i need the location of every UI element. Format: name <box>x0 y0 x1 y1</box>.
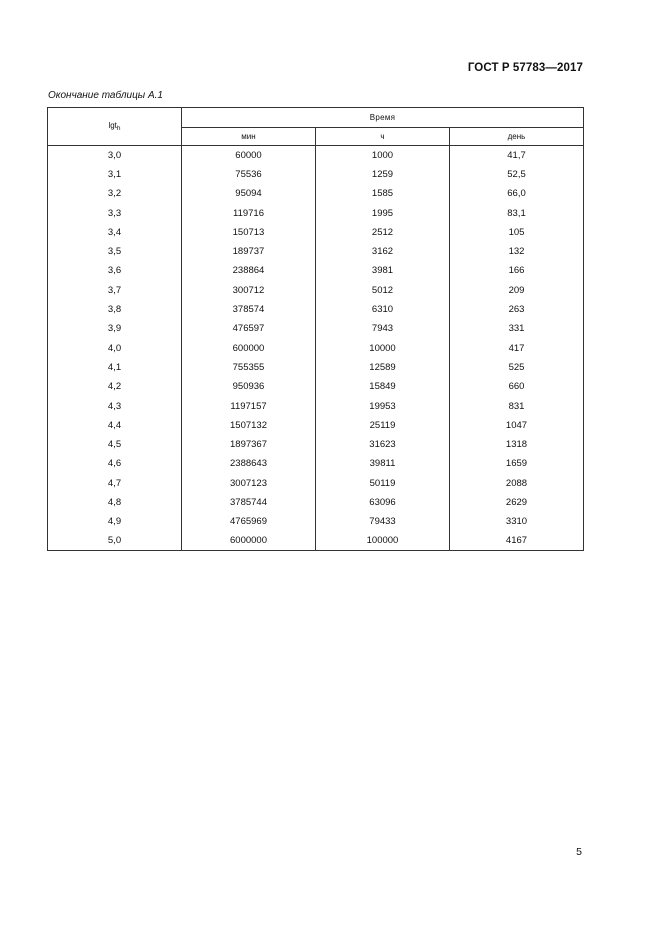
cell-min: 3785744 <box>182 493 316 512</box>
cell-day: 1047 <box>450 416 584 435</box>
cell-min: 150713 <box>182 223 316 242</box>
cell-lgt: 4,1 <box>48 358 182 377</box>
cell-min: 476597 <box>182 319 316 338</box>
column-header-day: день <box>450 128 584 146</box>
cell-day: 52,5 <box>450 165 584 184</box>
page-number: 5 <box>576 846 582 858</box>
table-row <box>48 184 584 203</box>
cell-lgt: 4,0 <box>48 338 182 357</box>
cell-lgt: 4,5 <box>48 435 182 454</box>
cell-min: 2388643 <box>182 454 316 473</box>
cell-hour: 1585 <box>316 184 450 203</box>
cell-hour: 25119 <box>316 416 450 435</box>
cell-day: 3310 <box>450 512 584 531</box>
table-row <box>48 377 584 396</box>
cell-lgt: 4,9 <box>48 512 182 531</box>
cell-hour: 10000 <box>316 338 450 357</box>
column-header-hour: ч <box>316 128 450 146</box>
table-row <box>48 203 584 222</box>
table-row <box>48 435 584 454</box>
cell-min: 1897367 <box>182 435 316 454</box>
cell-min: 600000 <box>182 338 316 357</box>
table-row <box>48 165 584 184</box>
table-row <box>48 512 584 531</box>
cell-hour: 3162 <box>316 242 450 261</box>
table-caption: Окончание таблицы А.1 <box>48 90 163 101</box>
cell-hour: 31623 <box>316 435 450 454</box>
cell-min: 950936 <box>182 377 316 396</box>
cell-hour: 1000 <box>316 146 450 165</box>
cell-min: 60000 <box>182 146 316 165</box>
cell-day: 66,0 <box>450 184 584 203</box>
cell-min: 1507132 <box>182 416 316 435</box>
cell-lgt: 3,3 <box>48 203 182 222</box>
cell-day: 525 <box>450 358 584 377</box>
cell-lgt: 4,4 <box>48 416 182 435</box>
cell-lgt: 4,3 <box>48 396 182 415</box>
cell-min: 378574 <box>182 300 316 319</box>
cell-min: 6000000 <box>182 531 316 550</box>
table-row <box>48 454 584 473</box>
cell-lgt: 3,6 <box>48 261 182 280</box>
cell-lgt: 5,0 <box>48 531 182 550</box>
document-code: ГОСТ Р 57783—2017 <box>467 62 583 74</box>
cell-min: 95094 <box>182 184 316 203</box>
cell-hour: 1259 <box>316 165 450 184</box>
cell-min: 75536 <box>182 165 316 184</box>
table-row <box>48 531 584 550</box>
cell-day: 105 <box>450 223 584 242</box>
cell-min: 1197157 <box>182 396 316 415</box>
cell-lgt: 3,7 <box>48 281 182 300</box>
cell-lgt: 3,9 <box>48 319 182 338</box>
table-row <box>48 223 584 242</box>
cell-hour: 12589 <box>316 358 450 377</box>
cell-lgt: 3,5 <box>48 242 182 261</box>
cell-lgt: 3,0 <box>48 146 182 165</box>
cell-day: 831 <box>450 396 584 415</box>
data-table <box>47 107 584 551</box>
cell-hour: 6310 <box>316 300 450 319</box>
cell-day: 166 <box>450 261 584 280</box>
cell-day: 41,7 <box>450 146 584 165</box>
column-header-min: мин <box>182 128 316 146</box>
table-row <box>48 281 584 300</box>
cell-hour: 5012 <box>316 281 450 300</box>
cell-day: 331 <box>450 319 584 338</box>
cell-min: 300712 <box>182 281 316 300</box>
lgt-base: lgt <box>108 121 117 130</box>
cell-hour: 2512 <box>316 223 450 242</box>
table-row <box>48 493 584 512</box>
lgt-subscript: h <box>116 125 121 132</box>
cell-day: 417 <box>450 338 584 357</box>
cell-day: 660 <box>450 377 584 396</box>
cell-min: 4765969 <box>182 512 316 531</box>
column-group-time: Время <box>182 108 584 128</box>
cell-lgt: 4,7 <box>48 474 182 493</box>
cell-day: 132 <box>450 242 584 261</box>
cell-day: 2629 <box>450 493 584 512</box>
cell-hour: 39811 <box>316 454 450 473</box>
cell-day: 2088 <box>450 474 584 493</box>
table-row <box>48 474 584 493</box>
cell-day: 1318 <box>450 435 584 454</box>
cell-lgt: 4,2 <box>48 377 182 396</box>
table-row <box>48 416 584 435</box>
cell-lgt: 3,2 <box>48 184 182 203</box>
cell-hour: 63096 <box>316 493 450 512</box>
cell-hour: 15849 <box>316 377 450 396</box>
table-body <box>48 146 584 551</box>
cell-hour: 19953 <box>316 396 450 415</box>
cell-min: 189737 <box>182 242 316 261</box>
cell-min: 3007123 <box>182 474 316 493</box>
cell-day: 263 <box>450 300 584 319</box>
cell-hour: 1995 <box>316 203 450 222</box>
table-row <box>48 319 584 338</box>
table-row <box>48 338 584 357</box>
cell-lgt: 4,6 <box>48 454 182 473</box>
cell-day: 209 <box>450 281 584 300</box>
table-row <box>48 358 584 377</box>
cell-lgt: 3,1 <box>48 165 182 184</box>
table-row <box>48 300 584 319</box>
cell-lgt: 3,8 <box>48 300 182 319</box>
cell-min: 755355 <box>182 358 316 377</box>
cell-min: 238864 <box>182 261 316 280</box>
cell-lgt: 4,8 <box>48 493 182 512</box>
cell-hour: 7943 <box>316 319 450 338</box>
cell-day: 83,1 <box>450 203 584 222</box>
cell-hour: 100000 <box>316 531 450 550</box>
table-row <box>48 396 584 415</box>
cell-day: 1659 <box>450 454 584 473</box>
column-header-lgt <box>48 108 182 146</box>
cell-lgt: 3,4 <box>48 223 182 242</box>
cell-min: 119716 <box>182 203 316 222</box>
cell-hour: 3981 <box>316 261 450 280</box>
cell-hour: 79433 <box>316 512 450 531</box>
table-row <box>48 242 584 261</box>
cell-day: 4167 <box>450 531 584 550</box>
cell-hour: 50119 <box>316 474 450 493</box>
table-row <box>48 146 584 165</box>
table-row <box>48 261 584 280</box>
